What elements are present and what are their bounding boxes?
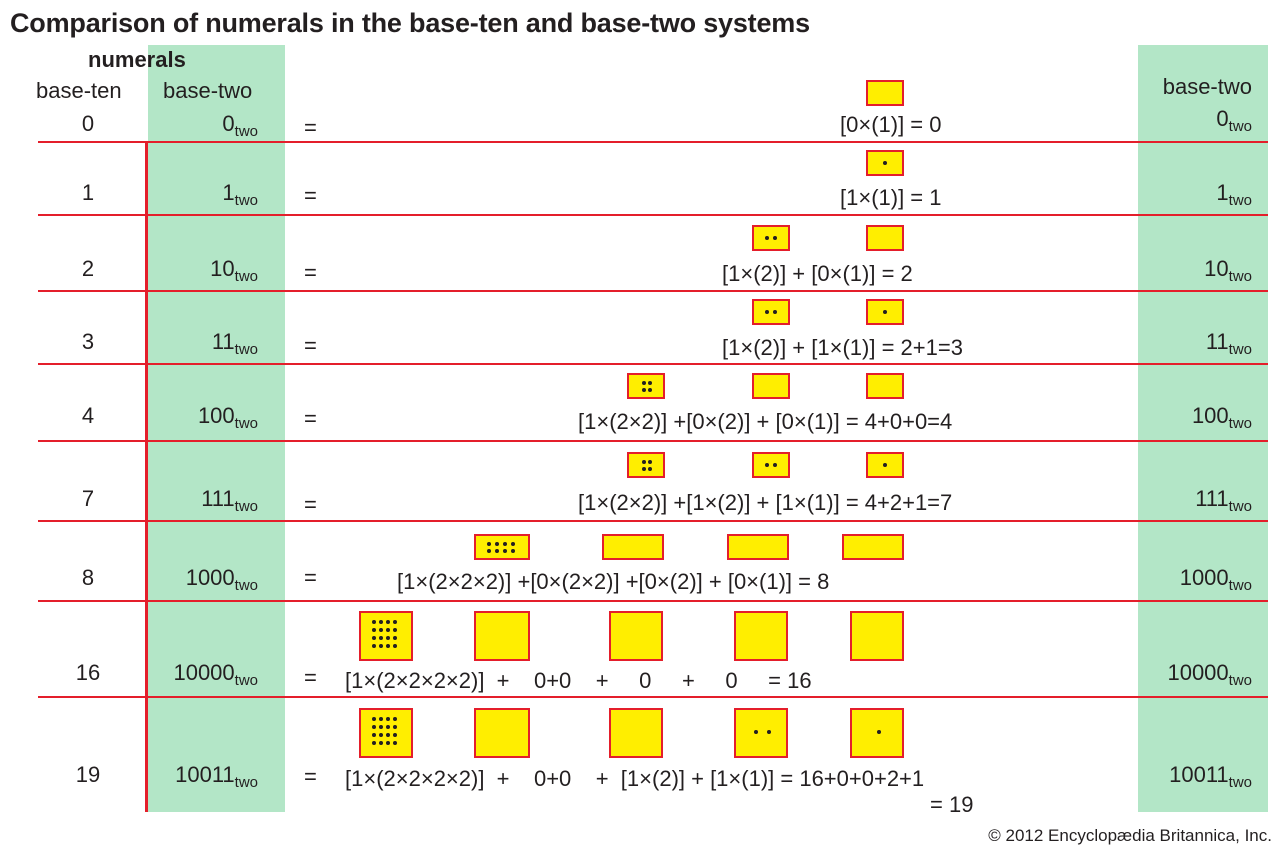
base-ten-value: 2 — [81, 256, 95, 281]
base-two-value: $10000_{two}$ — [173, 660, 258, 689]
base-two-value-right: $1_{two}$ — [1216, 180, 1252, 209]
base-two-value: $10011_{two}$ — [175, 762, 258, 791]
equals-sign: = — [304, 764, 317, 789]
base-two-value: $1000_{two}$ — [185, 565, 258, 594]
equals-sign: = — [304, 492, 317, 517]
base-ten-value: 16 — [75, 660, 101, 685]
twos-box — [752, 452, 790, 478]
ones-box — [850, 611, 904, 661]
twos-box — [734, 708, 788, 758]
base-ten-value: 1 — [81, 180, 95, 205]
eights-box — [474, 534, 530, 560]
row-divider — [38, 696, 1268, 698]
base-ten-value: 8 — [81, 565, 95, 590]
base-ten-value: 0 — [81, 111, 95, 136]
fours-box — [602, 534, 664, 560]
ones-box — [866, 452, 904, 478]
base-two-value-right: $1000_{two}$ — [1179, 565, 1252, 594]
base-two-value-right: $111_{two}$ — [1195, 486, 1252, 515]
base-two-value-right: $100_{two}$ — [1191, 403, 1252, 432]
base-two-value: $1_{two}$ — [222, 180, 258, 209]
row-divider — [38, 363, 1268, 365]
base-ten-value: 4 — [81, 403, 95, 428]
fours-box — [627, 373, 665, 399]
sixteens-box — [359, 708, 413, 758]
base-two-value-right: $11_{two}$ — [1205, 329, 1252, 358]
base-two-value: $10_{two}$ — [210, 256, 258, 285]
expression: [1×(2×2×2×2)] + 0+0 + [1×(2)] + [1×(1)] = 16+0+0+2+1 — [345, 766, 925, 791]
base-two-value-right: $0_{two}$ — [1216, 106, 1252, 135]
equals-sign: = — [304, 333, 317, 358]
expression-result: = 19 — [930, 792, 974, 817]
base-two-value: $111_{two}$ — [201, 486, 258, 515]
twos-box — [727, 534, 789, 560]
fours-box — [609, 708, 663, 758]
base-two-value: $0_{two}$ — [222, 111, 258, 140]
row-divider — [38, 520, 1268, 522]
fours-box — [627, 452, 665, 478]
equals-sign: = — [304, 406, 317, 431]
expression: [1×(2)] + [0×(1)] = 2 — [722, 261, 913, 286]
base-two-value-right: $10000_{two}$ — [1167, 660, 1252, 689]
eights-box — [474, 708, 530, 758]
sixteens-box — [359, 611, 413, 661]
twos-box — [752, 299, 790, 325]
equals-sign: = — [304, 115, 317, 140]
expression: [0×(1)] = 0 — [840, 112, 942, 137]
ones-box — [866, 225, 904, 251]
base-ten-value: 3 — [81, 329, 95, 354]
ones-box — [866, 299, 904, 325]
header-base-two: base-two — [163, 78, 253, 103]
twos-box — [752, 373, 790, 399]
base-two-value: $100_{two}$ — [197, 403, 258, 432]
column-divider — [145, 141, 148, 812]
eights-box — [474, 611, 530, 661]
equals-sign: = — [304, 665, 317, 690]
expression: [1×(2×2)] +[0×(2)] + [0×(1)] = 4+0+0=4 — [578, 409, 953, 434]
row-divider — [38, 141, 1268, 143]
equals-sign: = — [304, 260, 317, 285]
ones-box — [866, 373, 904, 399]
page-title: Comparison of numerals in the base-ten and base-two systems — [10, 8, 810, 38]
header-base-two-right: base-two — [1162, 74, 1252, 99]
expression: [1×(1)] = 1 — [840, 185, 942, 210]
base-two-value: $11_{two}$ — [211, 329, 258, 358]
fours-box — [609, 611, 663, 661]
ones-box — [866, 80, 904, 106]
twos-box — [752, 225, 790, 251]
base-ten-value: 19 — [75, 762, 101, 787]
ones-box — [842, 534, 904, 560]
expression: [1×(2×2)] +[1×(2)] + [1×(1)] = 4+2+1=7 — [578, 490, 953, 515]
expression: [1×(2)] + [1×(1)] = 2+1=3 — [722, 335, 963, 360]
base-ten-value: 7 — [81, 486, 95, 511]
row-divider — [38, 440, 1268, 442]
header-base-ten: base-ten — [36, 78, 122, 103]
copyright-notice: © 2012 Encyclopædia Britannica, Inc. — [988, 826, 1272, 845]
header-numerals: numerals — [88, 47, 186, 72]
ones-box — [850, 708, 904, 758]
row-divider — [38, 600, 1268, 602]
expression: [1×(2×2×2×2)] + 0+0 + 0 + 0 = 16 — [345, 668, 812, 693]
equals-sign: = — [304, 183, 317, 208]
ones-box — [866, 150, 904, 176]
row-divider — [38, 214, 1268, 216]
row-divider — [38, 290, 1268, 292]
equals-sign: = — [304, 565, 317, 590]
twos-box — [734, 611, 788, 661]
expression: [1×(2×2×2)] +[0×(2×2)] +[0×(2)] + [0×(1)] = 8 — [397, 569, 830, 594]
base-two-value-right: $10_{two}$ — [1204, 256, 1252, 285]
base-two-value-right: $10011_{two}$ — [1169, 762, 1252, 791]
